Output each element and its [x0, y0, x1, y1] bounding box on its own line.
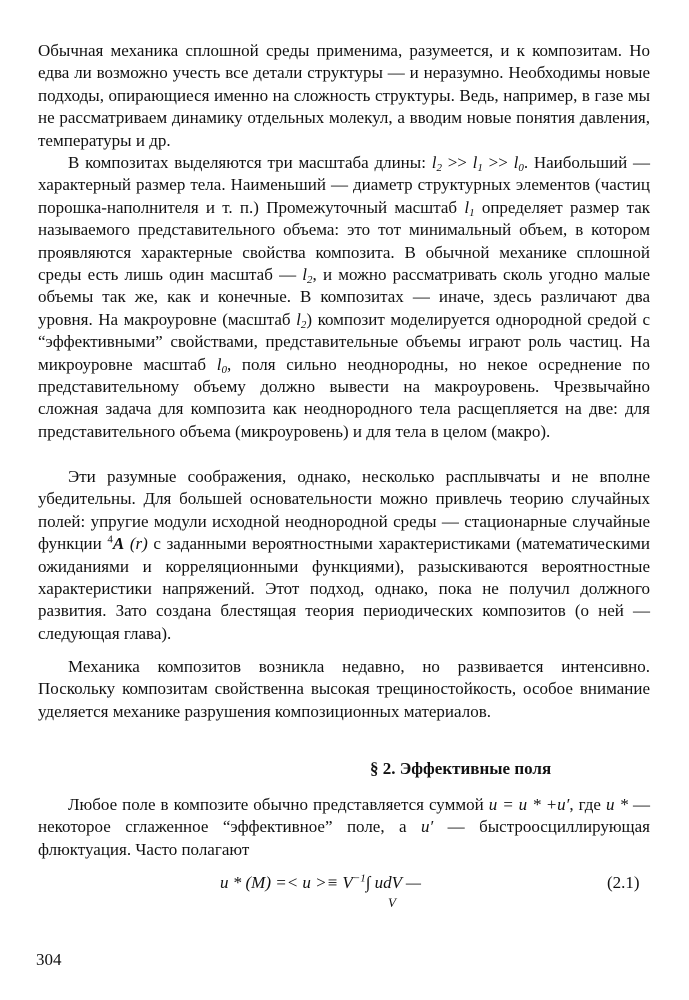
- paragraph-2: В композитах выделяются три масштаба длины: $l_2 >> l_1 >> l_0$. Наибольший — характерный размер тела. Наименьший — диаметр структурных элементов (частиц порошка-наполнителя и т. п.) Промежуточный масштаб $l_1$ определяет размер так называемого представительного объема: это тот минимальный объем, в котором проявляются характерные свойства композита. В обычной механике сплошной среды есть лишь один масштаб — $l_2$, и можно рассматривать сколь угодно малые объемы так же, как и конечные. В композитах — иначе, здесь различают два уровня. На макроуровне (масштаб $l_2$) композит моделируется однородной средой с “эффективными” свойствами, представительные объемы играют роль частиц. На микроуровне масштаб $l_0$, поля сильно неоднородны, но некое осреднение по представительному объему должно вывести на макроуровень. Чрезвычайно сложная задача для композита как неоднородного тела расщепляется на две: для представительного объема (микроуровень) и для тела в целом (макро).: [38, 153, 651, 441]
- math-A: A: [112, 534, 125, 554]
- math-u-star: u *: [605, 795, 628, 814]
- paragraph-1: Обычная механика сплошной среды применима, разумеется, и к композитам. Но едва ли возможно учесть все детали структуры — и неразумно. Необходимы новые подходы, опирающиеся именно на сложность структуры. Ведь, например, в газе мы не рассматриваем динамику отдельных молекул, а вводим новые понятия давления, температуры и др.: [38, 41, 650, 150]
- math-r: (r): [129, 534, 148, 554]
- math-l0: $l_0$: [513, 153, 524, 174]
- math-l2: $l_2$: [431, 153, 442, 174]
- equation-number: (2.1): [607, 873, 640, 892]
- math-l1: $l_1$: [472, 153, 483, 174]
- math-l2: $l_2$: [302, 265, 313, 287]
- math-u-sum: u = u * +u′: [488, 795, 570, 814]
- section-heading: § 2. Эффективные поля: [370, 759, 552, 778]
- paragraph-3: Эти разумные соображения, однако, несколько расплывчаты и не вполне убедительны. Для большей основательности можно привлечь теорию случайных полей: упругие модули исходной неоднородной среды — стационарные случайные функции $^4$A (r) с заданными вероятностными характеристиками (математическими ожиданиями и корреляционными функциями), разыскиваются вероятностные характеристики напряжений. Этот подход, однако, пока не получил должного развития. Зато создана блестящая теория периодических композитов (о ней — следующая глава).: [38, 467, 651, 643]
- formula-2-1: $u * (M) =< u >\equiv V^{-1}\int$ udV — V: [220, 872, 421, 894]
- math-l0: $l_0$: [216, 354, 227, 376]
- math-u-prime: u′: [421, 817, 434, 837]
- math-l2: $l_2$: [296, 309, 307, 331]
- paragraph-5: Любое поле в композите обычно представляется суммой u = u * +u′, где u * — некоторое сглаженное “эффективное” поле, а u′ — быстроосциллирующая флюктуация. Часто полагают: [38, 795, 651, 859]
- paragraph-4: Механика композитов возникла недавно, но развивается интенсивно. Поскольку композитам свойственна высокая трещиностойкость, особое внимание уделяется механике разрушения композиционных материалов.: [38, 657, 650, 721]
- math-l1: $l_1$: [464, 197, 475, 219]
- integral-domain: V: [388, 895, 396, 910]
- page-number: 304: [36, 950, 62, 969]
